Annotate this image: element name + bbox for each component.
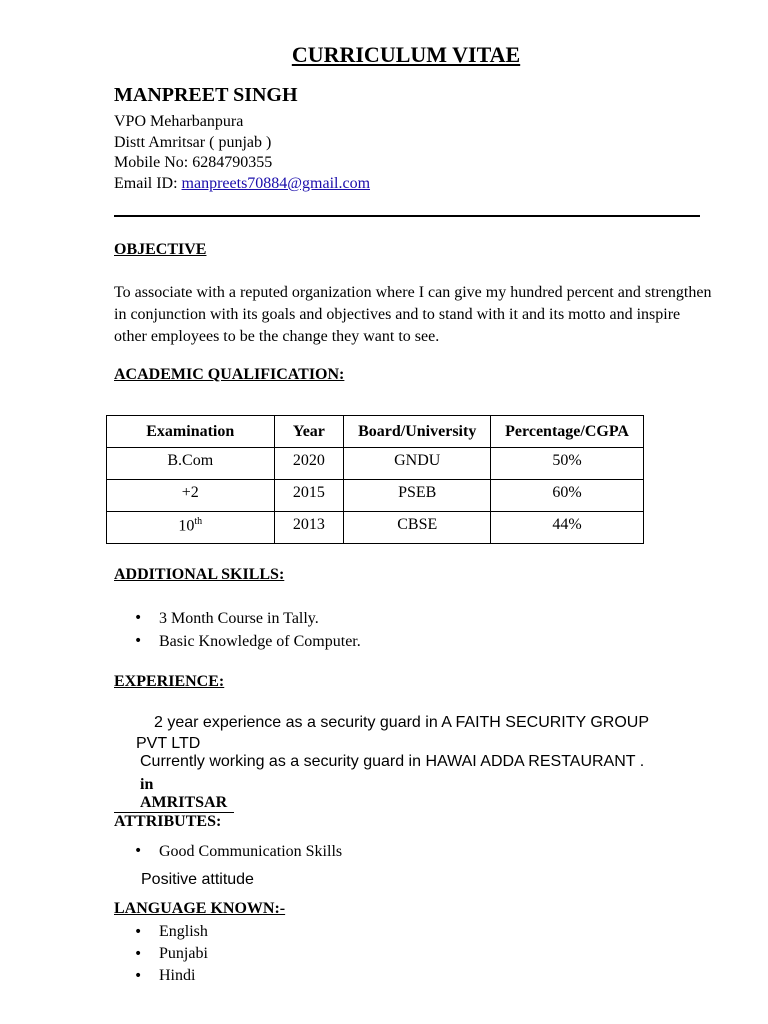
skills-heading: ADDITIONAL SKILLS: — [114, 566, 285, 583]
column-header: Examination — [107, 416, 275, 448]
candidate-name: MANPREET SINGH — [114, 84, 298, 106]
list-item: • Good Communication Skills — [118, 840, 342, 863]
email-link[interactable]: manpreets70884@gmail.com — [181, 175, 371, 192]
mobile-number: Mobile No: 6284790355 — [114, 154, 273, 171]
attribute-extra: Positive attitude — [141, 871, 254, 888]
table-cell: CBSE — [344, 512, 491, 544]
email-row — [114, 175, 370, 193]
attributes-list — [118, 840, 342, 863]
skills-list — [118, 607, 361, 653]
table-cell: B.Com — [107, 448, 275, 480]
table-row — [107, 448, 644, 480]
exam-name: 10 — [178, 517, 195, 535]
list-item: • 3 Month Course in Tally. — [118, 607, 361, 630]
experience-line-1: 2 year experience as a security guard in A FAITH SECURITY GROUP — [154, 714, 650, 731]
table-cell: 2015 — [274, 480, 344, 512]
academic-heading: ACADEMIC QUALIFICATION: — [114, 366, 345, 383]
table-cell: 60% — [491, 480, 644, 512]
header-divider — [114, 215, 700, 217]
objective-text: To associate with a reputed organization where I can give my hundred percent and strengthen in conjunction with its goals and objectives and to stand with it and its motto and inspire other employees to be the change they want to see. — [114, 284, 712, 345]
table-cell — [107, 512, 275, 544]
experience-location: in AMRITSAR — [114, 776, 234, 813]
experience-heading: EXPERIENCE: — [114, 673, 225, 690]
table-cell: 44% — [491, 512, 644, 544]
table-cell: 2020 — [274, 448, 344, 480]
column-header: Board/University — [344, 416, 491, 448]
address-line-1: VPO Meharbanpura — [114, 113, 244, 130]
address-line-2: Distt Amritsar ( punjab ) — [114, 134, 272, 151]
column-header: Year — [274, 416, 344, 448]
academic-table — [106, 415, 644, 544]
list-item: • Hindi — [118, 965, 208, 987]
list-item: • English — [118, 921, 208, 943]
experience-line-4 — [114, 776, 234, 813]
table-cell: +2 — [107, 480, 275, 512]
list-item: • Punjabi — [118, 943, 208, 965]
list-item: • Basic Knowledge of Computer. — [118, 630, 361, 653]
column-header: Percentage/CGPA — [491, 416, 644, 448]
table-header-row — [107, 416, 644, 448]
email-label: Email ID: — [114, 175, 182, 192]
attributes-heading: ATTRIBUTES: — [114, 813, 222, 830]
table-cell: 2013 — [274, 512, 344, 544]
page-title: CURRICULUM VITAE — [291, 42, 521, 67]
table-cell: PSEB — [344, 480, 491, 512]
objective-heading: OBJECTIVE — [114, 241, 207, 258]
languages-list — [118, 921, 208, 987]
table-row — [107, 512, 644, 544]
ordinal-suffix: th — [194, 516, 203, 527]
table-cell: GNDU — [344, 448, 491, 480]
experience-line-3: Currently working as a security guard in HAWAI ADDA RESTAURANT . — [140, 753, 645, 770]
experience-line-2: PVT LTD — [136, 735, 201, 752]
table-cell: 50% — [491, 448, 644, 480]
table-row — [107, 480, 644, 512]
languages-heading: LANGUAGE KNOWN:- — [114, 900, 286, 917]
